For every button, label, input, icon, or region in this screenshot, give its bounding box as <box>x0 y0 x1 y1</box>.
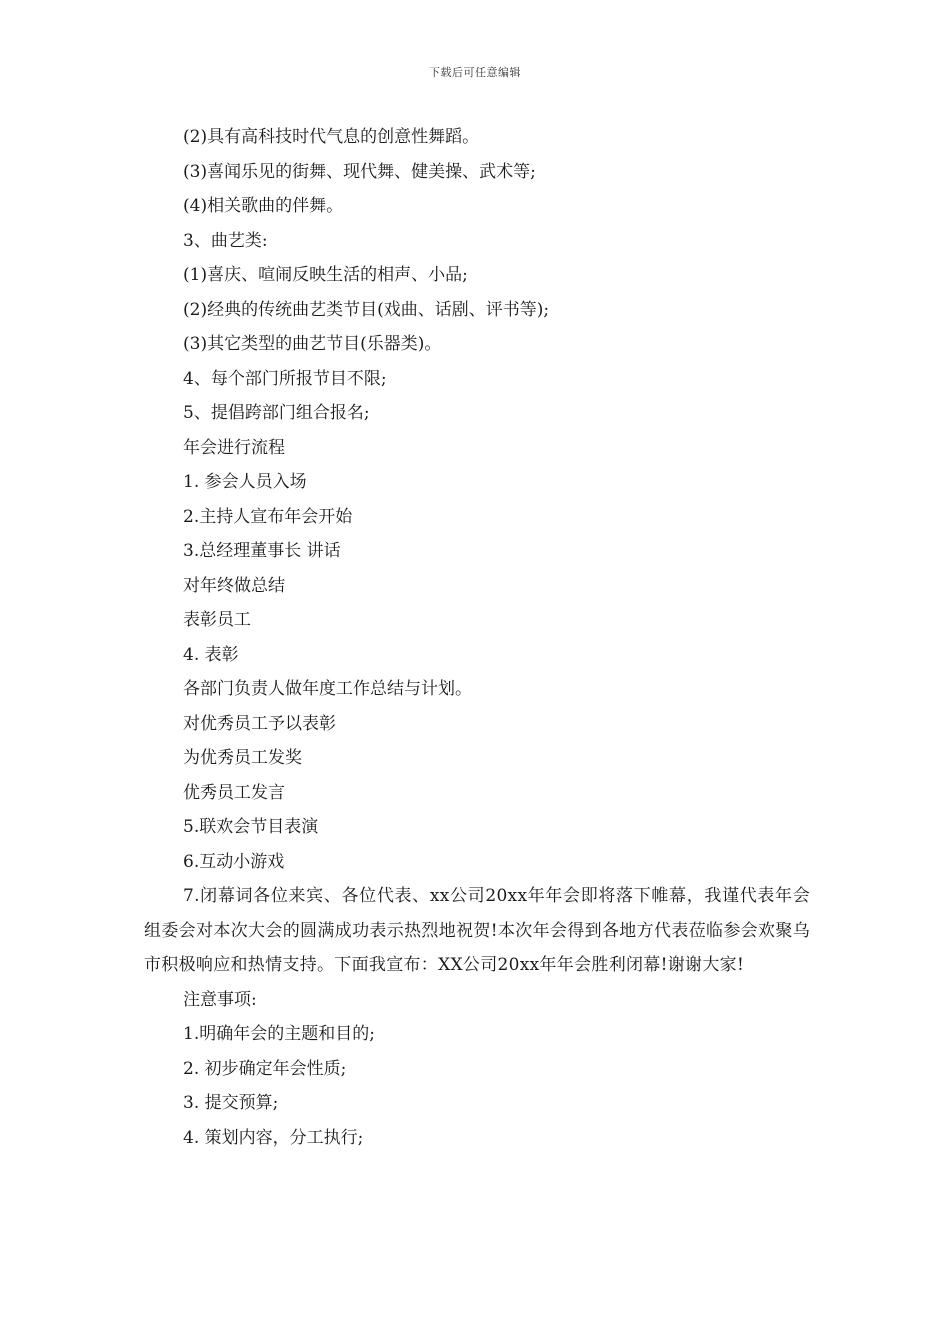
text-line: 为优秀员工发奖 <box>183 748 302 768</box>
text-line: 对优秀员工予以表彰 <box>183 713 336 734</box>
section-heading: 年会进行流程 <box>183 437 285 458</box>
text-line: 各部门负责人做年度工作总结与计划。 <box>183 679 472 699</box>
text-line: (2)经典的传统曲艺类节目(戏曲、话剧、评书等); <box>183 299 550 320</box>
text-line: 3. 提交预算; <box>183 1093 279 1113</box>
text-line: 2. 初步确定年会性质; <box>183 1058 347 1079</box>
section-heading: 3、曲艺类: <box>183 230 268 251</box>
text-line: 5、提倡跨部门组合报名; <box>183 403 370 423</box>
section-heading: 注意事项: <box>183 989 257 1010</box>
text-line: (4)相关歌曲的伴舞。 <box>183 196 344 216</box>
text-line: 4. 表彰 <box>183 644 239 665</box>
text-line: (3)喜闻乐见的街舞、现代舞、健美操、武术等; <box>183 161 536 182</box>
text-line: (3)其它类型的曲艺节目(乐器类)。 <box>183 334 442 354</box>
closing-paragraph: 7.闭幕词各位来宾、各位代表、xx公司20xx年年会即将落下帷幕，我谨代表年会组委会对本次大会的圆满成功表示热烈地祝贺!本次年会得到各地方代表莅临参会欢聚乌市积极响应和热情支持。下面我宣布：XX公司20xx年年会胜利闭幕!谢谢大家! <box>144 886 810 975</box>
text-line: 4. 策划内容，分工执行; <box>183 1127 364 1148</box>
text-line: 优秀员工发言 <box>183 782 285 803</box>
text-line: 3.总经理董事长 讲话 <box>183 541 341 561</box>
text-line: 对年终做总结 <box>183 575 285 596</box>
text-line: 表彰员工 <box>183 610 251 630</box>
text-line: 4、每个部门所报节目不限; <box>183 368 387 389</box>
text-line: 2.主持人宣布年会开始 <box>183 506 353 527</box>
page-header: 下载后可任意编辑 <box>429 66 521 79</box>
text-line: 5.联欢会节目表演 <box>183 817 319 837</box>
text-line: 1. 参会人员入场 <box>183 472 307 492</box>
text-line: (2)具有高科技时代气息的创意性舞蹈。 <box>183 127 480 147</box>
document-body <box>144 120 810 1155</box>
text-line: 1.明确年会的主题和目的; <box>183 1024 375 1044</box>
text-line: (1)喜庆、喧闹反映生活的相声、小品; <box>183 265 468 285</box>
text-line: 6.互动小游戏 <box>183 851 285 872</box>
